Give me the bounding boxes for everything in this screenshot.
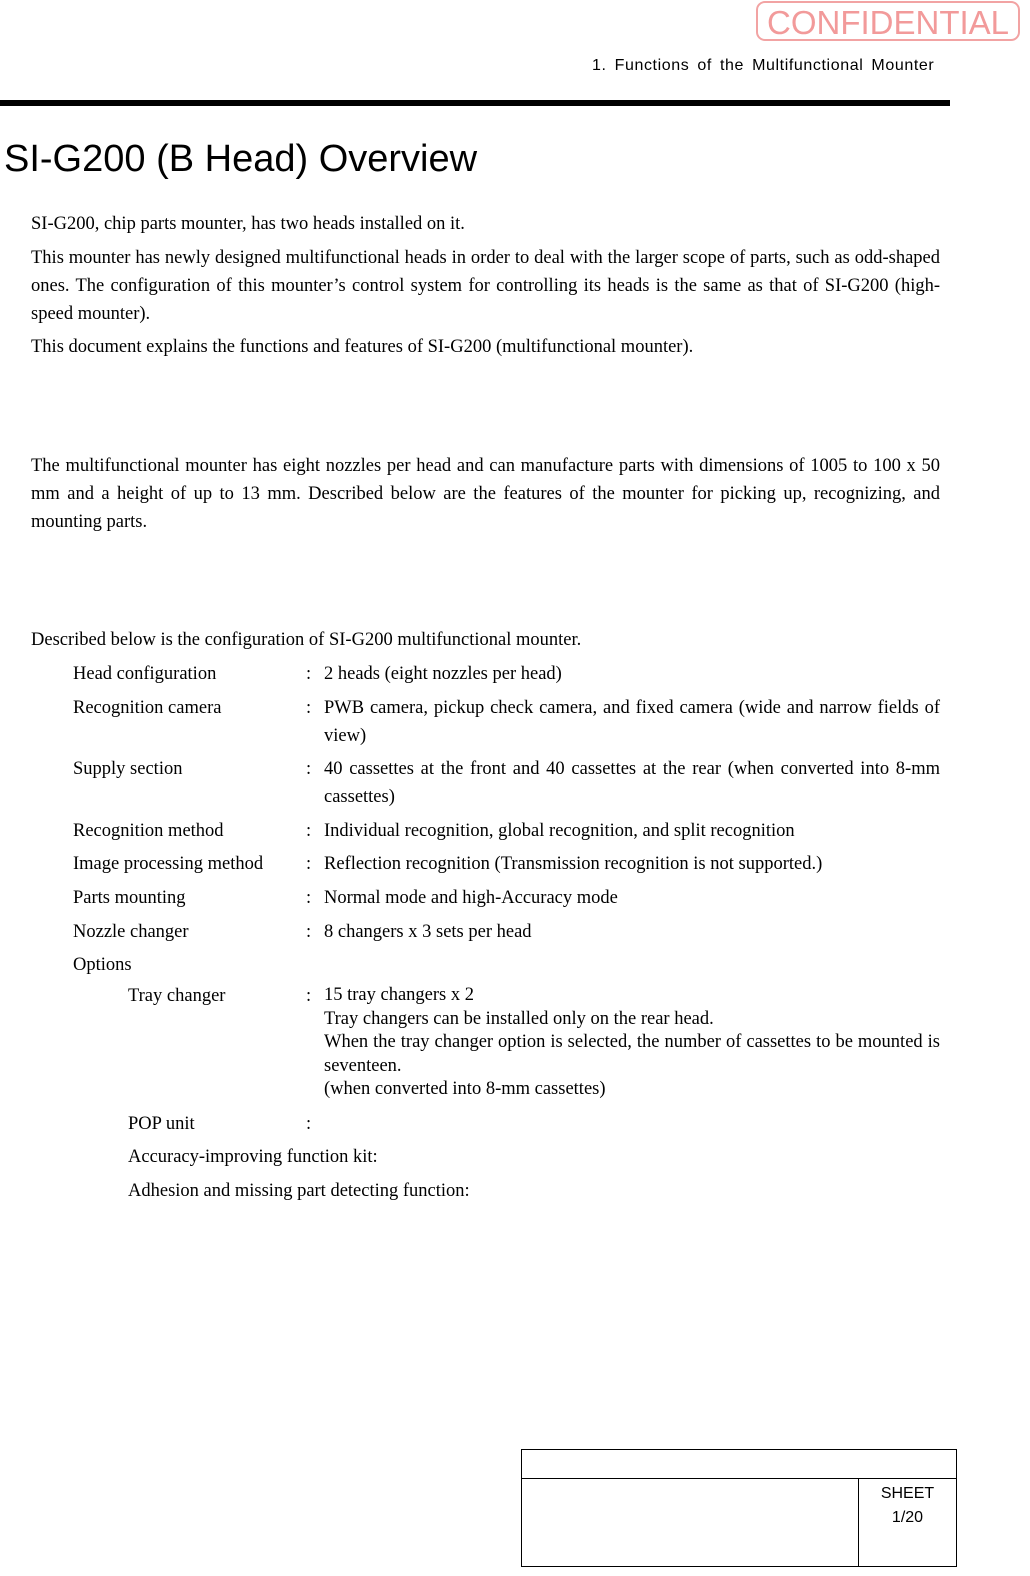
config-colon: : <box>306 664 312 684</box>
title-block-top-cell <box>522 1450 956 1479</box>
confidential-stamp: CONFIDENTIAL <box>756 1 1020 41</box>
chapter-heading: 1. Functions of the Multifunctional Mounter <box>592 57 935 74</box>
config-label: Head configuration <box>73 664 217 684</box>
config-value: Normal mode and high-Accuracy mode <box>324 888 618 908</box>
option-adhesion-detection: Adhesion and missing part detecting function: <box>128 1181 470 1201</box>
config-label: Nozzle changer <box>73 922 189 942</box>
config-colon: : <box>306 821 312 841</box>
tray-changer-line: (when converted into 8-mm cassettes) <box>324 1079 606 1099</box>
config-label: Supply section <box>73 759 183 779</box>
config-colon: : <box>306 888 312 908</box>
config-colon: : <box>306 759 312 779</box>
title-block <box>521 1449 957 1567</box>
config-value: PWB camera, pickup check camera, and fixed camera (wide and narrow fields of view) <box>324 698 940 746</box>
features-paragraph: The multifunctional mounter has eight nozzles per head and can manufacture parts with dimensions of 1005 to 100 x 50 mm and a height of up to 13 mm. Described below are the features of the mounter for picking up, recognizing, and mounting parts. <box>31 456 940 532</box>
config-label: Image processing method <box>73 854 264 874</box>
config-colon: : <box>306 854 312 874</box>
intro-paragraph-3: This document explains the functions and features of SI-G200 (multifunctional mounter). <box>31 337 694 357</box>
config-colon: : <box>306 922 312 942</box>
config-value: 40 cassettes at the front and 40 cassettes at the rear (when converted into 8-mm cassettes) <box>324 759 940 807</box>
intro-paragraph-1: SI-G200, chip parts mounter, has two heads installed on it. <box>31 214 465 234</box>
config-value: 8 changers x 3 sets per head <box>324 922 532 942</box>
config-colon: : <box>306 986 312 1006</box>
tray-changer-line: When the tray changer option is selected, the number of cassettes to be mounted is seventeen. <box>324 1032 940 1076</box>
intro-paragraph-2: This mounter has newly designed multifunctional heads in order to deal with the larger scope of parts, such as odd-shaped ones. The configuration of this mounter’s control system for controlling its heads is the same as that of SI-G200 (high-speed mounter). <box>31 248 940 324</box>
option-label: POP unit <box>128 1114 195 1134</box>
header-rule <box>0 100 950 106</box>
sheet-cell <box>858 1479 956 1566</box>
tray-changer-line: Tray changers can be installed only on the rear head. <box>324 1008 714 1029</box>
tray-changer-line: 15 tray changers x 2 <box>324 985 475 1005</box>
config-intro: Described below is the configuration of SI-G200 multifunctional mounter. <box>31 630 582 650</box>
config-colon: : <box>306 698 312 718</box>
page-title: SI-G200 (B Head) Overview <box>4 138 478 180</box>
config-label: Recognition method <box>73 821 224 841</box>
config-value: Reflection recognition (Transmission recognition is not supported.) <box>324 854 823 874</box>
config-label: Parts mounting <box>73 888 186 908</box>
config-value: 2 heads (eight nozzles per head) <box>324 664 562 684</box>
config-colon: : <box>306 1114 312 1134</box>
option-accuracy-kit: Accuracy-improving function kit: <box>128 1147 378 1167</box>
config-label: Recognition camera <box>73 698 222 718</box>
sheet-number: 1/20 <box>891 1509 924 1526</box>
option-label: Tray changer <box>128 986 226 1006</box>
options-heading: Options <box>73 955 132 975</box>
config-value: Individual recognition, global recognition, and split recognition <box>324 821 795 841</box>
tray-changer-details <box>324 984 940 1102</box>
sheet-label: SHEET <box>880 1485 935 1502</box>
